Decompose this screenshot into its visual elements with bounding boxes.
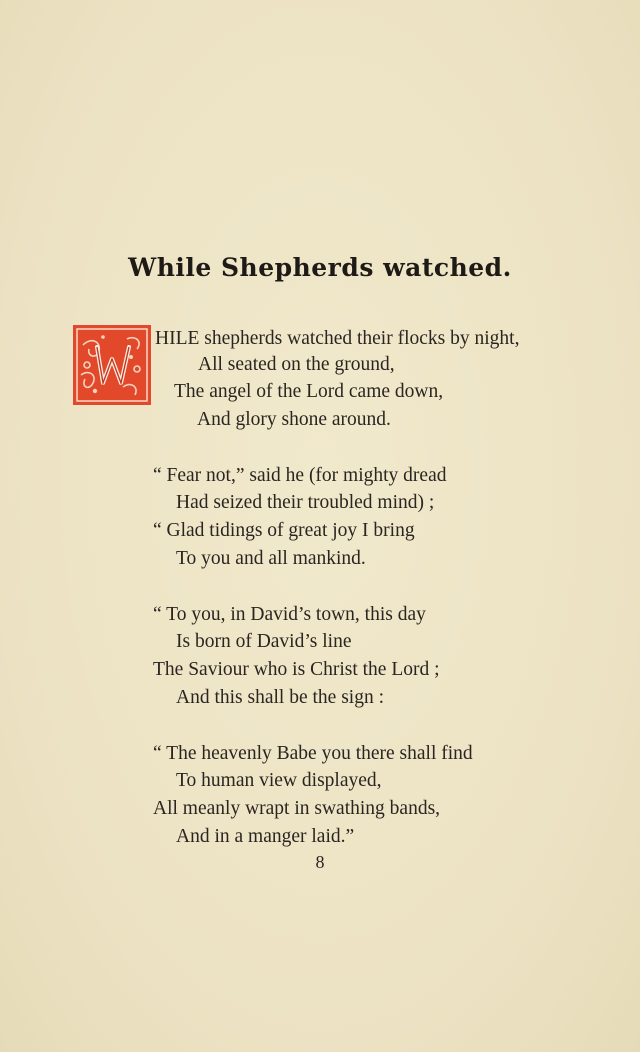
poem-line: To you and all mankind. [176,548,366,569]
page-number: 8 [315,852,325,872]
poem-line: All meanly wrapt in swathing bands, [153,798,441,819]
poem-line: The Saviour who is Christ the Lord ; [153,659,440,680]
poem-line: The angel of the Lord came down, [174,381,444,402]
poem-line: And this shall be the sign : [176,687,384,708]
poem-line: And in a manger laid.” [176,826,355,847]
poem-line: All seated on the ground, [198,354,395,375]
poem-line: “ The heavenly Babe you there shall find [153,743,473,764]
poem-title: While Shepherds watched. [128,253,512,282]
poem-line: Had seized their troubled mind) ; [176,492,435,513]
poem-line: “ Glad tidings of great joy I bring [153,520,415,541]
poem-line: HILE shepherds watched their flocks by night, [155,328,520,349]
poem-line: And glory shone around. [197,409,391,430]
poem-line: Is born of David’s line [176,631,352,652]
poem-line: “ To you, in David’s town, this day [153,604,426,625]
poem-line: To human view displayed, [176,770,382,791]
decorated-initial-w [73,325,151,405]
poem-line: “ Fear not,” said he (for mighty dread [153,465,447,486]
